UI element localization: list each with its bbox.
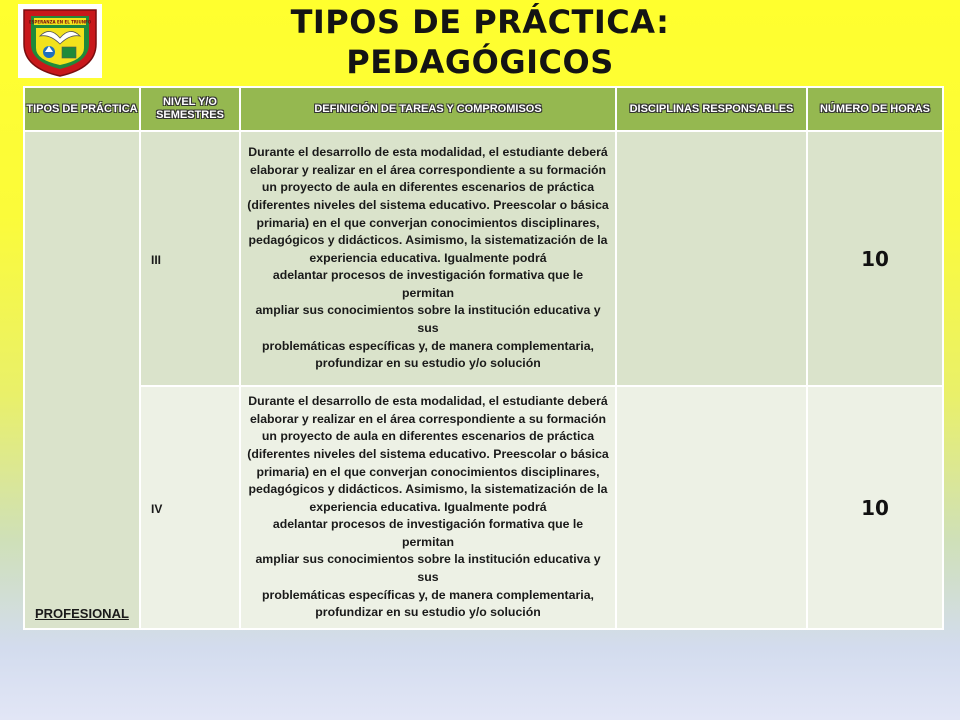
level-label: III — [151, 253, 162, 267]
header-practice-types: TIPOS DE PRÁCTICA — [24, 87, 140, 131]
disciplines-cell — [616, 131, 807, 386]
page-title — [230, 2, 730, 82]
institution-logo — [18, 4, 102, 78]
level-cell — [140, 131, 240, 386]
hours-cell — [807, 386, 943, 629]
description-cell — [240, 386, 616, 629]
practice-types-table — [23, 86, 944, 630]
level-cell — [140, 386, 240, 629]
description-cell — [240, 131, 616, 386]
practice-type-cell — [24, 131, 140, 629]
title-line-2: PEDAGÓGICOS — [346, 43, 614, 81]
table-row — [24, 131, 943, 386]
header-responsible-disciplines: DISCIPLINAS RESPONSABLES — [616, 87, 807, 131]
table-header-row — [24, 87, 943, 131]
title-line-1: TIPOS DE PRÁCTICA: — [290, 3, 670, 41]
disciplines-cell — [616, 386, 807, 629]
institution-shield-logo-icon — [18, 4, 102, 78]
description-text: Durante el desarrollo de esta modalidad, el estudiante deberá elaborar y realizar en el área correspondiente a su formación un proyecto de aula en diferentes escenarios de práctica (diferentes niveles del sistema educativo. Preescolar o básica primaria) en el que converjan conocimientos disciplinares, pedagógicos y didácticos. Asimismo, la sistematización de la experiencia educativa. Igualmente podrá adelantar procesos de investigación formativa que le permitan ampliar sus conocimientos sobre la institución educativa y sus problemáticas específicas y, de manera complementaria, profundizar en su estudio y/o solución — [247, 394, 609, 620]
description-text: Durante el desarrollo de esta modalidad, el estudiante deberá elaborar y realizar en el área correspondiente a su formación un proyecto de aula en diferentes escenarios de práctica (diferentes niveles del sistema educativo. Preescolar o básica primaria) en el que converjan conocimientos disciplinares, pedagógicos y didácticos. Asimismo, la sistematización de la experiencia educativa. Igualmente podrá adelantar procesos de investigación formativa que le permitan ampliar sus conocimientos sobre la institución educativa y sus problemáticas específicas y, de manera complementaria, profundizar en su estudio y/o solución — [247, 145, 609, 371]
logo-motto: ESPERANZA EN EL TRIUNFO — [28, 19, 92, 25]
header-level-semesters: NIVEL Y/O SEMESTRES — [140, 87, 240, 131]
hours-value: 10 — [861, 495, 889, 520]
practice-type-label: PROFESIONAL — [35, 606, 129, 621]
table-row — [24, 386, 943, 629]
hours-cell — [807, 131, 943, 386]
header-task-definition: DEFINICIÓN DE TAREAS Y COMPROMISOS — [240, 87, 616, 131]
header-hours: NÚMERO DE HORAS — [807, 87, 943, 131]
level-label: IV — [151, 502, 163, 516]
hours-value: 10 — [861, 246, 889, 271]
